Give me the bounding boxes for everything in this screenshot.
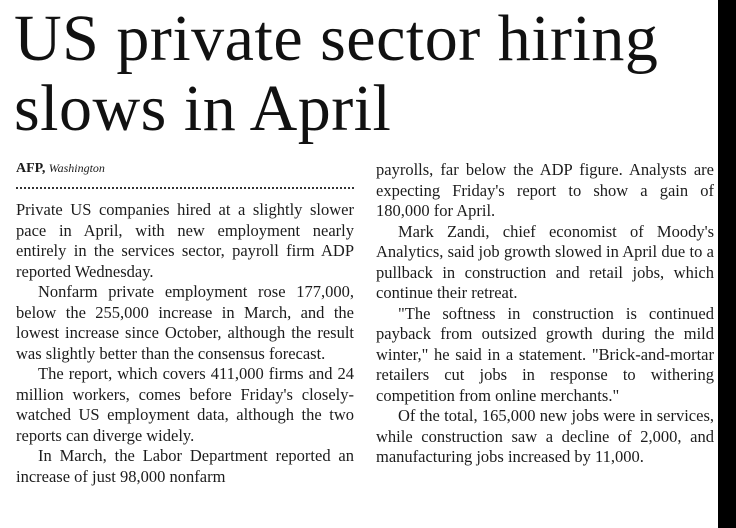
dotted-divider <box>16 187 354 189</box>
article-column-2 <box>376 160 714 468</box>
paragraph: Nonfarm private employment rose 177,000, below the 255,000 increase in March, and the lowest increase since October, although the result was slightly better than the consensus forecast. <box>16 282 354 363</box>
paragraph: In March, the Labor Department reported an increase of just 98,000 nonfarm <box>16 446 354 486</box>
paragraph: Mark Zandi, chief economist of Moody's Analytics, said job growth slowed in April due to a pullback in construction and retail jobs, which continue their retreat. <box>376 221 714 302</box>
byline <box>16 160 105 177</box>
byline-dateline: Washington <box>48 161 105 175</box>
paragraph: Of the total, 165,000 new jobs were in services, while construction saw a decline of 2,000, and manufacturing jobs increased by 11,000. <box>376 406 714 466</box>
scan-edge <box>718 0 736 528</box>
paragraph: "The softness in construction is continued payback from outsized growth during the mild winter," he said in a statement. "Brick-and-mortar retailers cut jobs in response to withering competition from online merchants." <box>376 303 714 405</box>
byline-agency: AFP, <box>16 161 46 176</box>
article-column-1 <box>16 200 354 487</box>
paragraph: payrolls, far below the ADP figure. Analysts are expecting Friday's report to show a gain of 180,000 for April. <box>376 160 714 220</box>
headline: US private sector hiring slows in April <box>14 2 659 145</box>
paragraph: Private US companies hired at a slightly slower pace in April, with new employment nearly entirely in the services sector, payroll firm ADP reported Wednesday. <box>16 200 354 281</box>
paragraph: The report, which covers 411,000 firms and 24 million workers, comes before Friday's closely-watched US employment data, although the two reports can diverge widely. <box>16 364 354 445</box>
